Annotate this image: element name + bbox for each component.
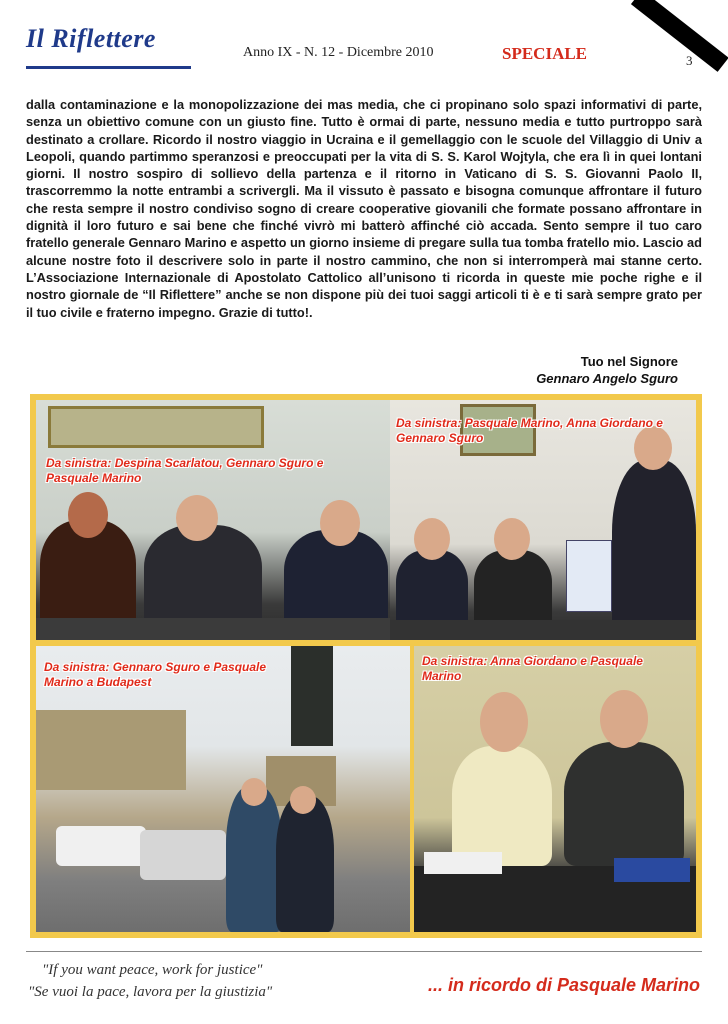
person-head	[494, 518, 530, 560]
person-figure	[452, 746, 552, 866]
person-head	[320, 500, 360, 546]
page-number: 3	[686, 53, 693, 68]
person-head	[414, 518, 450, 560]
conference-table	[36, 618, 390, 640]
person-figure	[276, 796, 334, 932]
photo-caption: Da sinistra: Despina Scarlatou, Gennaro Sguro e Pasquale Marino	[46, 456, 324, 485]
car	[140, 830, 226, 880]
person-figure	[396, 550, 468, 630]
person-figure	[226, 786, 282, 932]
person-head	[290, 786, 316, 814]
mourning-ribbon	[631, 0, 728, 72]
closing-line: Tuo nel Signore	[580, 354, 678, 369]
article-body: dalla contaminazione e la monopolizzazione dei mas media, che ci propinano solo spazi informativi di parte, senza un obiettivo comune con un giusto fine. Tutto è ormai di parte, nessuno media e tutto purtroppo sarà destinato a crollare. Ricordo il nostro viaggio in Ucraina e il gemellaggio con le scuole del Villaggio di Univ a Leopoli, quando partimmo speranzosi e preoccupati per la vita di S. S. Karol Wojtyla, che era lì in quei lontani giorni. Il nostro sospiro di sollievo della partenza e il ritorno in Vaticano di S. S. Giovanni Paolo II, trascorremmo la notte entrambi a scrivergli. Ma il vissuto è passato e bisogna comunque affrontare il futuro che resta sempre il nostro condiviso sogno di creare cooperative giovanili che formate possano affrontare in dignità il loro futuro e sai bene che finché vivrò mi batterò affinché ciò accada. Sento sempre il tuo caro fratello generale Gennaro Marino e aspetto un giorno insieme di pregare sulla tua tomba fratello mio. Lascio ad alcune nostre foto il descrivere solo in parte il nostro cammino, che non si interromperà mai stanne certo. L’Associazione Internazionale di Apostolato Cattolico all’unisono ti ricorda in queste mie poche righe e il nostro giornale de “Il Riflettere” anche se non dispone più dei tuoi saggi articoli ti è e ti sarà sempre grato per il tuo civile e fraterno impegno. Grazie di tutto!.	[26, 97, 702, 320]
masthead-underline	[26, 66, 191, 69]
quote-english: "If you want peace, work for justice"	[42, 962, 263, 978]
person-head	[241, 778, 267, 806]
issue-info: Anno IX - N. 12 - Dicembre 2010	[243, 45, 434, 60]
memorial-line: ... in ricordo di Pasquale Marino	[427, 975, 700, 995]
photo-conference-left	[36, 400, 390, 640]
signature-block	[536, 353, 678, 387]
person-head	[68, 492, 108, 538]
building	[36, 710, 186, 790]
person-figure	[564, 742, 684, 866]
photo-conference-right	[390, 400, 696, 640]
section-label: SPECIALE	[502, 44, 588, 63]
person-head	[176, 495, 218, 541]
quote-italian: "Se vuoi la pace, lavora per la giustizia"	[28, 984, 273, 1000]
conference-table	[390, 620, 696, 640]
papers	[424, 852, 502, 874]
person-head	[480, 692, 528, 752]
footer-rule	[26, 951, 702, 952]
book	[614, 858, 690, 882]
masthead-logo: Il Riflettere	[26, 24, 156, 53]
photo-caption: Da sinistra: Pasquale Marino, Anna Giordano e Gennaro Sguro	[396, 416, 663, 445]
person-figure	[474, 550, 552, 630]
photo-caption: Da sinistra: Gennaro Sguro e Pasquale Marino a Budapest	[44, 660, 267, 689]
photo-seated-pair	[414, 646, 696, 932]
page-header	[0, 0, 728, 80]
person-figure	[612, 460, 696, 640]
person-head	[600, 690, 648, 748]
car	[56, 826, 146, 866]
photo-budapest	[36, 646, 410, 932]
photo-collage	[30, 394, 702, 938]
wall-painting	[48, 406, 264, 448]
book-display	[566, 540, 612, 612]
person-figure	[144, 525, 262, 630]
photo-caption: Da sinistra: Anna Giordano e Pasquale Marino	[422, 654, 643, 683]
signature-name: Gennaro Angelo Sguro	[536, 371, 678, 386]
